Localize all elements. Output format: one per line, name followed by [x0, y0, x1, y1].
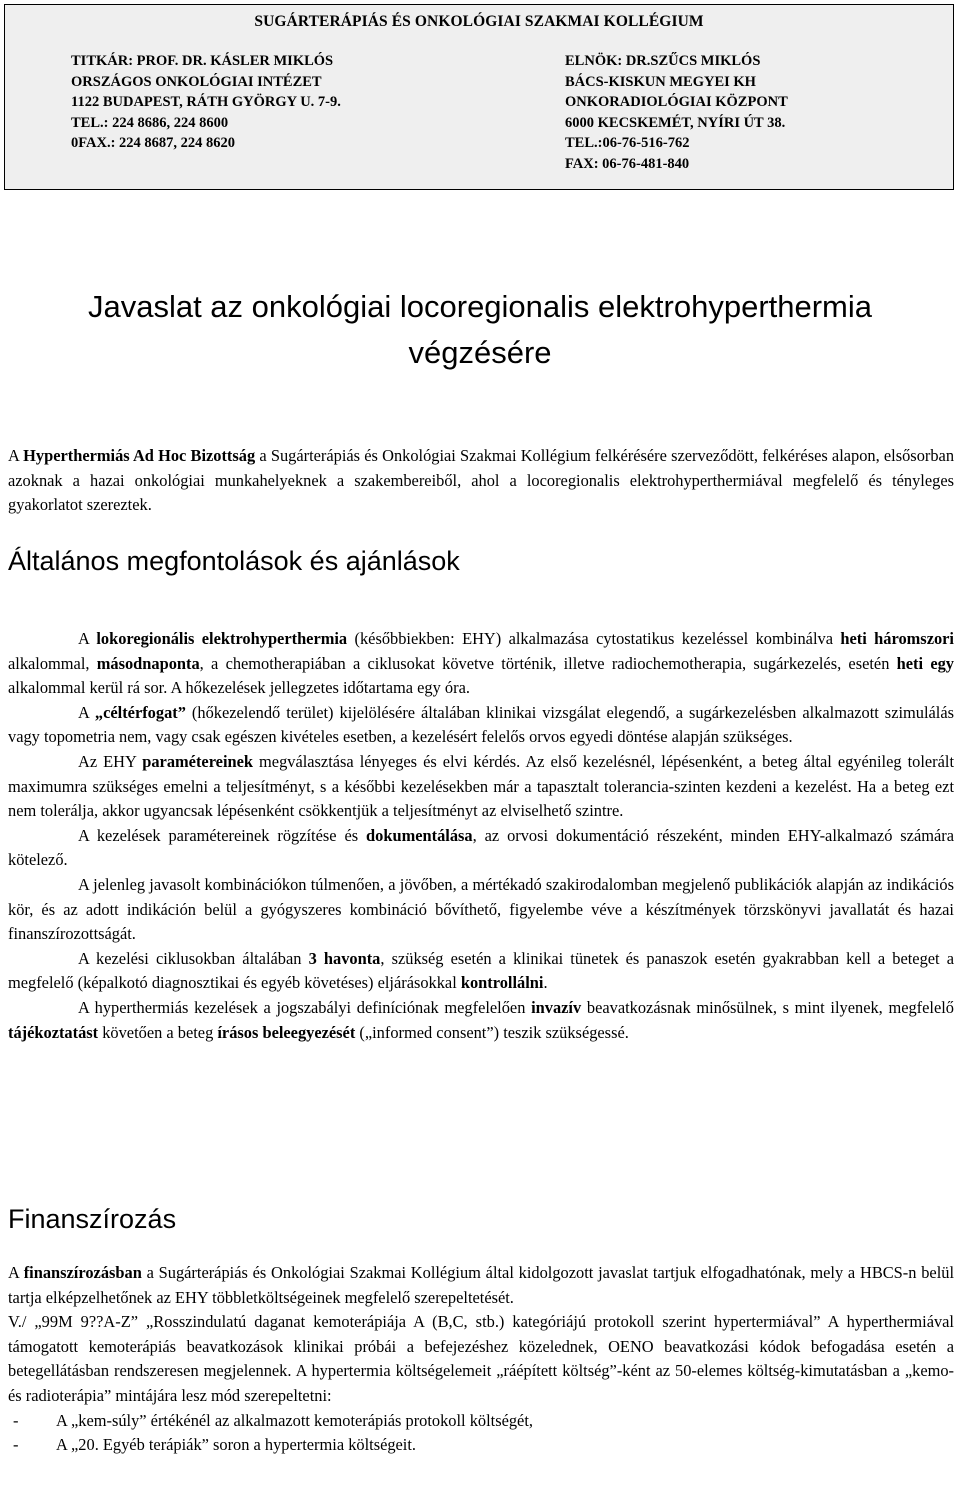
paragraph-financing: A finanszírozásban a Sugárterápiás és Onkológiai Szakmai Kollégium által kidolgozott javaslat tartjuk elfogadhatónak, mely a HBCS-n belül tartja elképzelhetőnek az EHY többletköltségeinek megfelelő szerepeltetését.: [8, 1263, 955, 1307]
document-title: [0, 284, 960, 376]
paragraph-future-indications: A jelenleg javasolt kombinációkon túlmenően, a jövőben, a mértékadó szakirodalomban megjelenő publikációk alapján az indikációs kör, és az adott indikáción belül a gyógyszeres kombináció bővíthető, figyelembe véve a készítmények törzskönyvi javallatát és hazai finanszírozottságát.: [8, 874, 954, 944]
phone-line: TEL.: 224 8686, 224 8600: [71, 114, 229, 131]
address-line: 6000 KECSKEMÉT, NYÍRI ÚT 38.: [565, 114, 786, 131]
section-heading-general: Általános megfontolások és ajánlások: [8, 546, 460, 576]
title-line-1: Javaslat az onkológiai locoregionalis elektrohyperthermia: [87, 289, 873, 324]
secretary-line: TITKÁR: PROF. DR. KÁSLER MIKLÓS: [71, 53, 334, 69]
general-section-body: [8, 627, 954, 1045]
phone-line: TEL.:06-76-516-762: [565, 135, 690, 151]
hospital-line: BÁCS-KISKUN MEGYEI KH: [565, 73, 756, 90]
paragraph-application: A lokoregionális elektrohyperthermia (későbbiekben: EHY) alkalmazása cytostatikus kezeléssel kombinálva heti háromszori alkalommal, másodnaponta, a chemotherapiában a ciklusokat követve történik, illetve radiochemotherapia, sugárkezelés, esetén heti egy alkalommal kerül rá sor. A hőkezelések jellegzetes időtartama egy óra.: [8, 629, 954, 698]
center-line: ONKORADIOLÓGIAI KÖZPONT: [565, 94, 788, 110]
paragraph-parameters: Az EHY paramétereinek megválasztása lényeges és elvi kérdés. Az első kezelésnél, lépésenként, a beteg által egyénileg tolerált maximumra szükséges emelni a teljesítményt, s a későbbi kezelésekben már a tapasztalt tolerancia-szinten kezdeni a kezelést. Ha a beteg ezt nem tolerálja, akkor ugyancsak lépésenként csökkentjük a teljesítményt az elviselhető szintre.: [8, 751, 954, 821]
fax-line: 0FAX.: 224 8687, 224 8620: [71, 135, 236, 151]
president-contact-block: [565, 51, 788, 174]
list-item: - A „20. Egyéb terápiák” soron a hypertermia költségeit.: [13, 1435, 417, 1455]
financing-section-body: [8, 1261, 954, 1458]
paragraph-target-volume: A „céltérfogat” (hőkezelendő terület) kijelölésére általában klinikai vizsgálat elegendő, a sugárkezelésben alkalmazott szimulálás vagy topometria nem, vagy csak egészen kivételes esetben, a kezelésért felelős orvos egyedi döntése alapján szükséges.: [8, 702, 954, 747]
paragraph-control: A kezelési ciklusokban általában 3 havonta, szükség esetén a klinikai tünetek és panaszok esetén gyakrabban kell a beteget a megfelelő (képalkotó diagnosztikai és egyéb követéses) eljárásokkal kontrollálni.: [8, 948, 955, 993]
paragraph-drg-code: V./ „99M 9??A-Z” „Rosszindulatú daganat kemoterápiája A (B,C, stb.) kategóriájú protokoll szerint hypertermiával” A hyperthermiával támogatott kemoterápiás beavatkozások klinikai próbái a befejezéshez közelednek, OENO beavatkozási kódok befogadása esetén a betegellátásban rendszeresen megjelennek. A hypertermia költségelemeit „ráépített költség”-ként az 50-elemes költség-kimutatásban a „kemo- és radioterápia” mintájára lesz mód szerepeltetni:: [8, 1312, 954, 1405]
letterhead-title: SUGÁRTERÁPIÁS ÉS ONKOLÓGIAI SZAKMAI KOLLÉGIUM: [254, 13, 704, 30]
paragraph-consent: A hyperthermiás kezelések a jogszabályi definíciónak megfelelően invazív beavatkozásnak minősülnek, s mint ilyenek, megfelelő tájékoztatást követően a beteg írásos beleegyezését („informed consent”) teszik szükségessé.: [8, 997, 954, 1042]
intro-paragraph: A Hyperthermiás Ad Hoc Bizottság a Sugárterápiás és Onkológiai Szakmai Kollégium felkérésére szerveződött, felkéréses alapon, elsősorban azoknak a hazai onkológiai munkahelyeknek a szakembereiből, ahol a locoregionalis elektrohyperthermiával megfelelő és tényleges gyakorlatot szereztek.: [8, 446, 955, 515]
paragraph-documentation: A kezelések paramétereinek rögzítése és dokumentálása, az orvosi dokumentáció részeként, minden EHY-alkalmazó számára kötelező.: [8, 825, 954, 870]
list-item: - A „kem-súly” értékénél az alkalmazott kemoterápiás protokoll költségét,: [13, 1410, 533, 1430]
address-line: 1122 BUDAPEST, RÁTH GYÖRGY U. 7-9.: [71, 94, 341, 110]
institute-line: ORSZÁGOS ONKOLÓGIAI INTÉZET: [71, 73, 322, 90]
title-line-2: végzésére: [408, 335, 552, 370]
fax-line: FAX: 06-76-481-840: [565, 155, 690, 172]
secretary-contact-block: [71, 51, 341, 154]
president-line: ELNÖK: DR.SZŰCS MIKLÓS: [565, 53, 761, 69]
section-heading-financing: Finanszírozás: [8, 1204, 177, 1234]
letterhead-box: [4, 4, 954, 190]
